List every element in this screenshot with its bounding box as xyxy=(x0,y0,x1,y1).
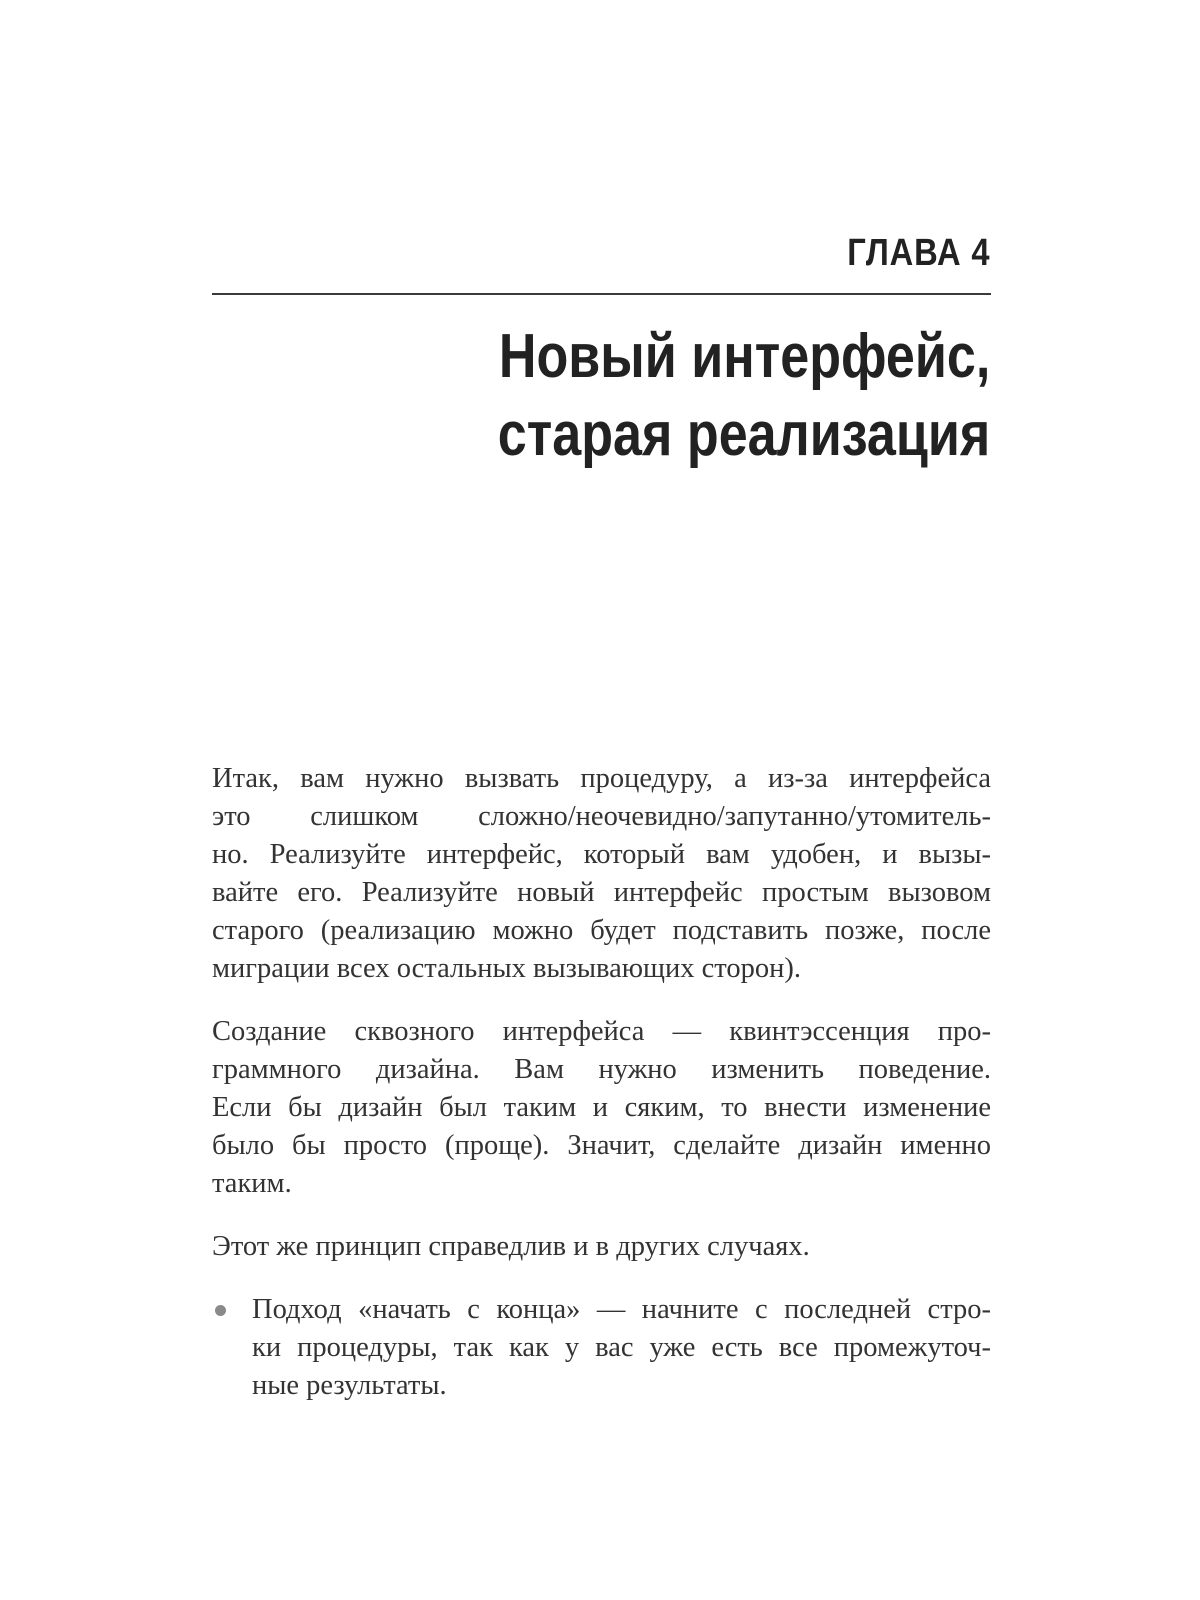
text-line: ки процедуры, так как у вас уже есть все промежуточ- xyxy=(252,1332,991,1363)
text-line: Создание сквозного интерфейса — квинтэссенция про- xyxy=(212,1016,991,1047)
text-line: Этот же принцип справедлив и в других случаях. xyxy=(212,1231,810,1262)
text-line: это слишком сложно/неочевидно/запутанно/утомитель- xyxy=(212,801,991,832)
body-text xyxy=(212,760,991,1430)
bullet-item xyxy=(212,1291,991,1405)
paragraph xyxy=(212,760,991,988)
chapter-divider xyxy=(212,293,991,295)
text-line: таким. xyxy=(212,1168,292,1199)
text-line: Итак, вам нужно вызвать процедуру, а из-за интерфейса xyxy=(212,763,991,794)
chapter-title xyxy=(497,318,990,474)
paragraph xyxy=(212,1013,991,1203)
chapter-title-line: старая реализация xyxy=(497,400,990,469)
chapter-label: ГЛАВА 4 xyxy=(846,232,990,274)
text-line: было бы просто (проще). Значит, сделайте дизайн именно xyxy=(212,1130,991,1161)
bullet-icon xyxy=(215,1305,226,1316)
text-line: вайте его. Реализуйте новый интерфейс простым вызовом xyxy=(212,877,991,908)
text-line: но. Реализуйте интерфейс, который вам удобен, и вызы- xyxy=(212,839,991,870)
chapter-title-line: Новый интерфейс, xyxy=(498,322,990,391)
text-line: граммного дизайна. Вам нужно изменить поведение. xyxy=(212,1054,991,1085)
text-line: Подход «начать с конца» — начните с последней стро- xyxy=(252,1294,991,1325)
text-line: миграции всех остальных вызывающих сторон). xyxy=(212,953,801,984)
text-line: ные результаты. xyxy=(252,1370,447,1401)
text-line: старого (реализацию можно будет подставить позже, после xyxy=(212,915,991,946)
text-line: Если бы дизайн был таким и сяким, то внести изменение xyxy=(212,1092,991,1123)
paragraph xyxy=(212,1228,991,1266)
